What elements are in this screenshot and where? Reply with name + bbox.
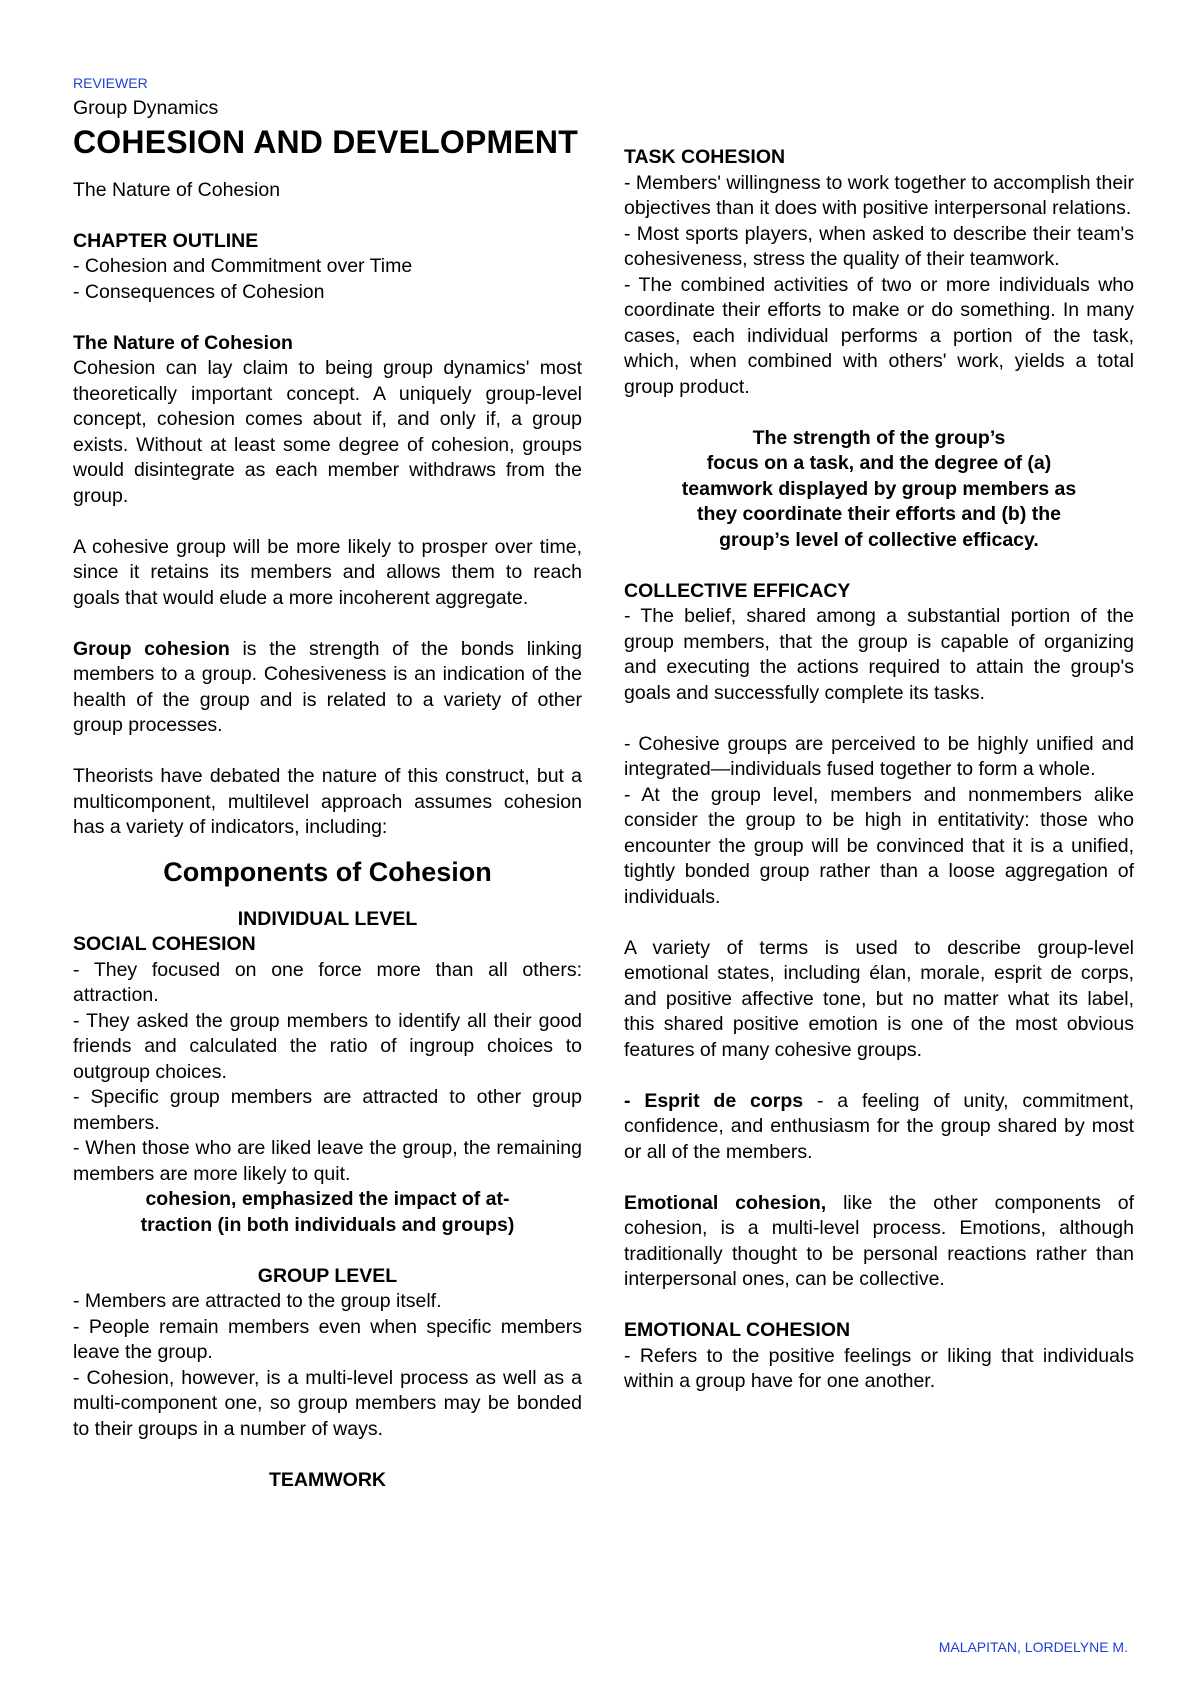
spacer	[73, 611, 582, 637]
group-cohesion-term: Group cohesion	[73, 637, 230, 660]
emotional-term: Emotional cohesion,	[624, 1191, 827, 1214]
task-quote-line: they coordinate their efforts and (b) the	[696, 503, 1062, 525]
outline-item: - Consequences of Cohesion	[73, 280, 325, 303]
nature-paragraph-2: A cohesive group will be more likely to prosper over time, since it retains its members and allows them to reach goals that would elude a more incoherent aggregate.	[73, 535, 582, 609]
spacer	[624, 910, 1134, 936]
esprit-term: - Esprit de corps	[624, 1089, 804, 1112]
spacer	[73, 739, 582, 765]
task-item: - The combined activities of two or more individuals who coordinate their efforts to make or do something. In many cases, each individual performs a portion of the task, which, when combined with others' work, yields a total group product.	[624, 273, 1134, 398]
spacer	[624, 1063, 1134, 1089]
page-title: COHESION AND DEVELOPMENT	[73, 123, 578, 160]
spacer	[73, 1238, 582, 1264]
efficacy-paragraph: - The belief, shared among a substantial portion of the group members, that the group is capable of organizing and executing the actions required to attain the group's goals and successfully complete its tasks.	[624, 605, 1134, 704]
spacer	[73, 305, 582, 331]
variety-paragraph: A variety of terms is used to describe group-level emotional states, including élan, morale, esprit de corps, and positive affective tone, but no matter what its label, this shared positive emotion is one of the most obvious features of many cohesive groups.	[624, 936, 1134, 1061]
spacer	[73, 203, 582, 229]
emotional-paragraph	[624, 1191, 1134, 1293]
efficacy-item: - At the group level, members and nonmembers alike consider the group to be high in entitativity: those who encounter the group will be convinced that it is a unified, tightly bonded group rather than a loose aggregation of individuals.	[624, 783, 1134, 908]
esprit-paragraph	[624, 1089, 1134, 1166]
group-cohesion-paragraph	[73, 637, 582, 739]
task-item: - Members' willingness to work together to accomplish their objectives than it does with positive interpersonal relations.	[624, 171, 1134, 219]
subject-label: Group Dynamics	[73, 97, 219, 119]
intro-line: The Nature of Cohesion	[73, 178, 281, 201]
task-quote-line: group’s level of collective efficacy.	[719, 528, 1039, 551]
efficacy-item: - Cohesive groups are perceived to be highly unified and integrated—individuals fused together to form a whole.	[624, 732, 1134, 780]
spacer	[73, 1442, 582, 1468]
collective-efficacy-heading: COLLECTIVE EFFICACY	[624, 579, 851, 602]
theorists-paragraph: Theorists have debated the nature of this construct, but a multicomponent, multilevel approach assumes cohesion has a variety of indicators, including:	[73, 765, 582, 838]
spacer	[624, 706, 1134, 732]
outline-item: - Cohesion and Commitment over Time	[73, 255, 413, 277]
task-quote-line: teamwork displayed by group members as	[681, 477, 1077, 500]
left-column	[73, 96, 582, 1493]
spacer	[624, 1293, 1134, 1319]
right-column	[624, 145, 1134, 1395]
social-item: - When those who are liked leave the group, the remaining members are more likely to quit.	[73, 1137, 582, 1185]
spacer	[73, 509, 582, 535]
esprit-definition: - a feeling of unity, commitment, confidence, and enthusiasm for the group shared by most or all of the members.	[624, 1089, 1134, 1163]
group-cohesion-definition: is the strength of the bonds linking members to a group. Cohesiveness is an indication of the health of the group and is related to a variety of other group processes.	[73, 637, 582, 736]
author-name: MALAPITAN, LORDELYNE M.	[938, 1639, 1128, 1655]
spacer	[73, 162, 582, 178]
reviewer-tag: REVIEWER	[73, 75, 148, 91]
emotional-description: like the other components of cohesion, is a multi-level process. Emotions, although traditionally thought to be personal reactions rather than interpersonal ones, can be collective.	[624, 1191, 1134, 1290]
social-item: - Specific group members are attracted to other group members.	[73, 1086, 582, 1134]
spacer	[624, 553, 1134, 579]
task-quote-line: The strength of the group’s	[752, 426, 1006, 449]
nature-paragraph-1: Cohesion can lay claim to being group dynamics' most theoretically important concept. A uniquely group-level concept, cohesion comes about if, and only if, a group exists. Without at least some degree of cohesion, groups would disintegrate as each member withdraws from the group.	[73, 357, 582, 507]
spacer	[624, 1165, 1134, 1191]
individual-level-heading: INDIVIDUAL LEVEL	[237, 907, 418, 930]
task-item: - Most sports players, when asked to describe their team's cohesiveness, stress the quality of their teamwork.	[624, 222, 1134, 270]
group-item: - Members are attracted to the group itself.	[73, 1290, 442, 1312]
social-cohesion-heading: SOCIAL COHESION	[73, 933, 256, 955]
components-heading: Components of Cohesion	[163, 856, 492, 887]
teamwork-heading: TEAMWORK	[269, 1468, 386, 1491]
outline-heading: CHAPTER OUTLINE	[73, 229, 259, 252]
group-item: - Cohesion, however, is a multi-level process as well as a multi-component one, so group members may be bonded to their groups in a number of ways.	[73, 1366, 582, 1440]
spacer	[624, 400, 1134, 426]
nature-heading: The Nature of Cohesion	[73, 331, 293, 354]
task-quote-line: focus on a task, and the degree of (a)	[706, 452, 1052, 474]
emotional-item: - Refers to the positive feelings or liking that individuals within a group have for one another.	[624, 1344, 1134, 1392]
social-item: - They asked the group members to identify all their good friends and calculated the ratio of ingroup choices to outgroup choices.	[73, 1009, 582, 1083]
task-cohesion-heading: TASK COHESION	[624, 146, 786, 168]
group-level-heading: GROUP LEVEL	[257, 1264, 398, 1287]
social-quote-line: traction (in both individuals and groups)	[140, 1213, 515, 1236]
group-item: - People remain members even when specific members leave the group.	[73, 1315, 582, 1363]
social-quote-line: cohesion, emphasized the impact of at-	[145, 1188, 510, 1210]
social-item: - They focused on one force more than all others: attraction.	[73, 958, 582, 1006]
emotional-cohesion-heading: EMOTIONAL COHESION	[624, 1319, 851, 1341]
